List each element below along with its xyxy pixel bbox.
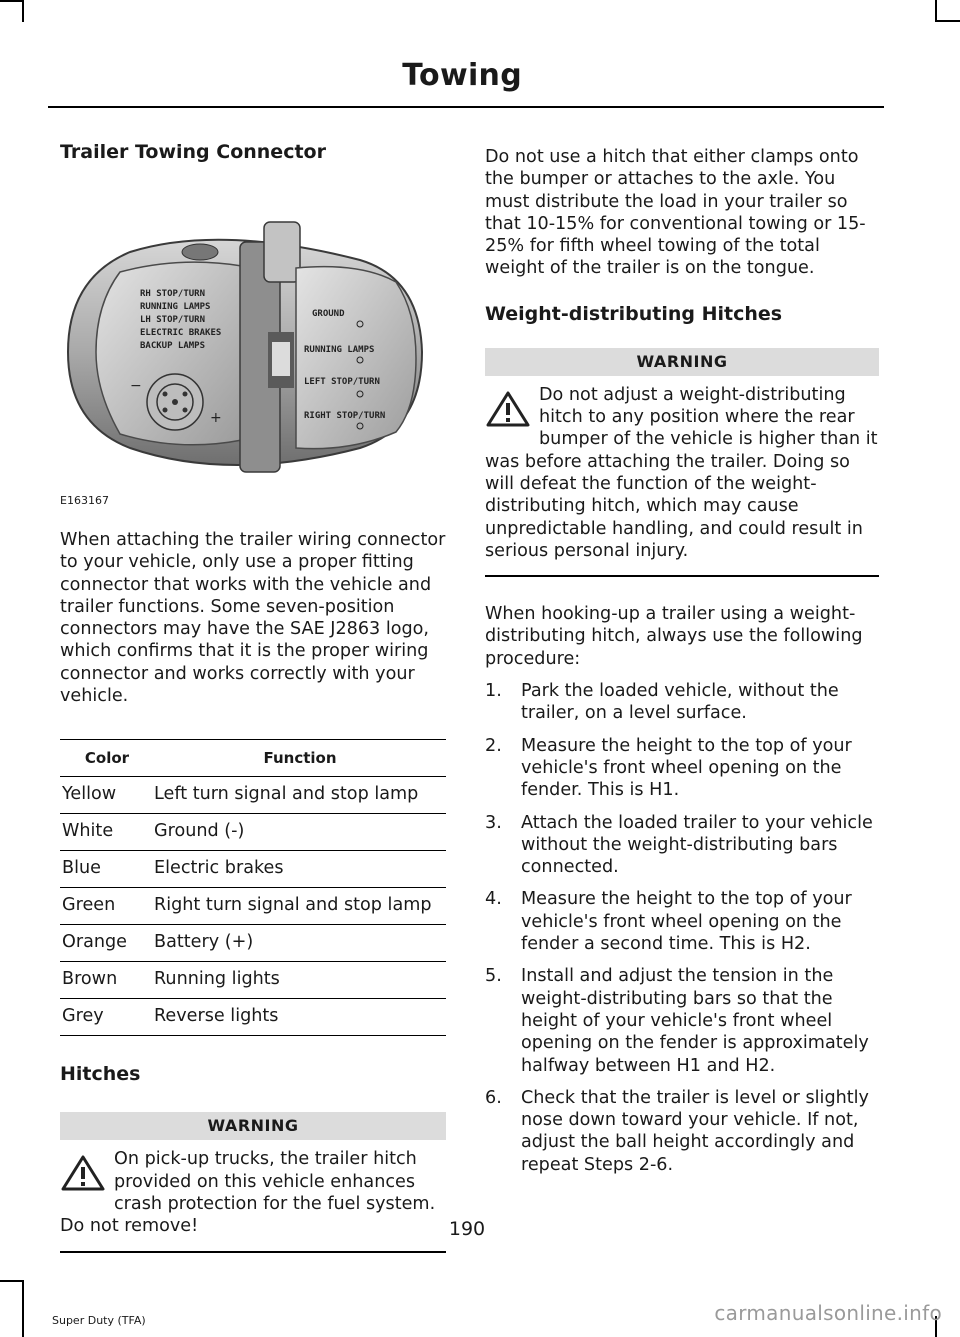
header-rule bbox=[48, 106, 884, 108]
step-number: 3. bbox=[485, 812, 502, 833]
warning-triangle-icon bbox=[60, 1154, 106, 1192]
figure-id: E163167 bbox=[60, 494, 109, 507]
warning-text: On pick-up trucks, the trailer hitch provided on this vehicle enhances crash protection for the fuel system. Do not remove! bbox=[60, 1149, 436, 1237]
cell-color: Orange bbox=[60, 925, 154, 962]
right-column bbox=[485, 146, 879, 1186]
step-text: Measure the height to the top of your vehicle's front wheel opening on the fender a second time. This is H2. bbox=[521, 889, 852, 955]
cell-function: Battery (+) bbox=[154, 925, 446, 962]
label-right-stop-turn: RIGHT STOP/TURN bbox=[304, 411, 386, 421]
hitch-load-paragraph: Do not use a hitch that either clamps onto the bumper or attaches to the axle. You must distribute the load in your trailer so that 10-15% for conventional towing or 15-25% for fifth wheel towing of the total weight of the trailer is on the tongue. bbox=[485, 147, 866, 279]
warning-label: WARNING bbox=[60, 1112, 446, 1140]
table-row bbox=[60, 777, 446, 814]
section-heading-connector: Trailer Towing Connector bbox=[60, 141, 326, 163]
cell-function: Reverse lights bbox=[154, 999, 446, 1036]
cell-color: Yellow bbox=[60, 777, 154, 814]
cell-color: White bbox=[60, 814, 154, 851]
label-running-lamps-right: RUNNING LAMPS bbox=[304, 345, 375, 355]
step-number: 4. bbox=[485, 889, 502, 910]
label-running-lamps: RUNNING LAMPS bbox=[140, 302, 211, 312]
connector-paragraph: When attaching the trailer wiring connector to your vehicle, only use a proper fitting connector that works with the vehicle and trailer functions. Some seven-position connectors may have the SAE J2863 logo, which confirms that it is the proper wiring connector and works correctly with your vehicle. bbox=[60, 530, 446, 707]
connector-figure bbox=[60, 212, 446, 517]
step-text: Attach the loaded trailer to your vehicle without the weight-distributing bars connected. bbox=[521, 812, 873, 878]
warning-text: Do not adjust a weight-distributing hitch to any position where the rear bumper of the vehicle is higher than it was before attaching the trailer. Doing so will defeat the function of the weight-distributing hitch, which may cause unpredictable handling, and could result in serious personal injury. bbox=[485, 384, 878, 561]
warning-box-weight bbox=[485, 348, 879, 577]
table-row bbox=[60, 999, 446, 1036]
table-row bbox=[60, 851, 446, 888]
left-column bbox=[60, 140, 446, 1253]
connector-table bbox=[60, 739, 446, 1036]
crop-mark bbox=[935, 0, 937, 22]
section-heading-weight-distributing: Weight-distributing Hitches bbox=[485, 302, 783, 325]
footer-model: Super Duty (TFA) bbox=[52, 1314, 146, 1327]
cell-function: Right turn signal and stop lamp bbox=[154, 888, 446, 925]
procedure-steps bbox=[485, 680, 879, 1176]
crop-mark bbox=[0, 1280, 24, 1282]
list-item bbox=[485, 812, 879, 879]
crop-mark bbox=[22, 1280, 24, 1337]
label-rh-stop-turn: RH STOP/TURN bbox=[140, 289, 206, 299]
col-header-color: Color bbox=[60, 740, 154, 777]
label-electric-brakes: ELECTRIC BRAKES bbox=[140, 328, 222, 338]
step-text: Measure the height to the top of your vehicle's front wheel opening on the fender. This is H1. bbox=[521, 735, 852, 801]
step-text: Install and adjust the tension in the weight-distributing bars so that the height of your vehicle's front wheel opening on the fender is approximately halfway between H1 and H2. bbox=[521, 966, 869, 1076]
trailer-connector-illustration bbox=[60, 212, 446, 492]
table-row bbox=[60, 962, 446, 999]
cell-color: Green bbox=[60, 888, 154, 925]
step-number: 1. bbox=[485, 681, 502, 702]
warning-label: WARNING bbox=[485, 348, 879, 376]
watermark: carmanualsonline.info bbox=[714, 1301, 942, 1325]
list-item bbox=[485, 680, 879, 725]
col-header-function: Function bbox=[154, 740, 446, 777]
label-lh-stop-turn: LH STOP/TURN bbox=[140, 315, 206, 325]
crop-mark bbox=[22, 0, 24, 22]
cell-color: Grey bbox=[60, 999, 154, 1036]
label-ground: GROUND bbox=[312, 309, 345, 319]
svg-text:−: − bbox=[130, 378, 142, 394]
svg-text:+: + bbox=[210, 410, 222, 426]
step-text: Check that the trailer is level or slightly nose down toward your vehicle. If not, adjust the ball height accordingly and repeat Steps 2-6. bbox=[521, 1087, 869, 1175]
warning-body bbox=[485, 384, 879, 577]
label-left-stop-turn: LEFT STOP/TURN bbox=[304, 377, 380, 387]
list-item bbox=[485, 735, 879, 802]
step-number: 6. bbox=[485, 1087, 502, 1108]
procedure-intro: When hooking-up a trailer using a weight-distributing hitch, always use the following procedure: bbox=[485, 604, 863, 669]
crop-mark bbox=[0, 0, 22, 2]
cell-function: Running lights bbox=[154, 962, 446, 999]
warning-triangle-icon bbox=[485, 390, 531, 428]
cell-function: Ground (-) bbox=[154, 814, 446, 851]
step-text: Park the loaded vehicle, without the trailer, on a level surface. bbox=[521, 681, 839, 724]
table-row bbox=[60, 888, 446, 925]
list-item bbox=[485, 965, 879, 1076]
table-row bbox=[60, 814, 446, 851]
cell-color: Brown bbox=[60, 962, 154, 999]
label-backup-lamps: BACKUP LAMPS bbox=[140, 341, 206, 351]
section-heading-hitches: Hitches bbox=[60, 1063, 141, 1086]
list-item bbox=[485, 888, 879, 955]
step-number: 2. bbox=[485, 735, 502, 756]
table-row bbox=[60, 925, 446, 962]
cell-function: Left turn signal and stop lamp bbox=[154, 777, 446, 814]
page-title: Towing bbox=[402, 58, 522, 93]
list-item bbox=[485, 1087, 879, 1176]
step-number: 5. bbox=[485, 966, 502, 987]
table-header-row bbox=[60, 740, 446, 777]
cell-function: Electric brakes bbox=[154, 851, 446, 888]
crop-mark bbox=[937, 20, 960, 22]
page-number: 190 bbox=[448, 1218, 486, 1240]
cell-color: Blue bbox=[60, 851, 154, 888]
